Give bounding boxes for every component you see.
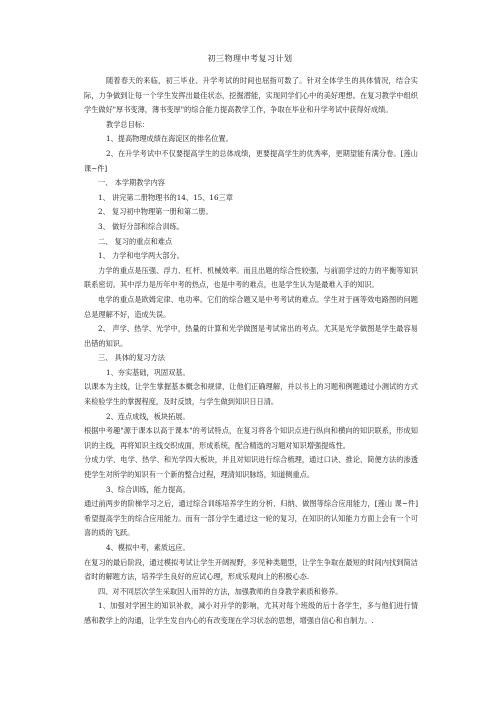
- paragraph-method-1: 以课本为主线，让学生掌握基本概念和规律，让他们正确理解，并以书上的习题和例题通过小测试的方式来检验学生的掌握程度，及时反馈，与学生做到知识日日清。: [84, 382, 418, 407]
- paragraph-goal-1: 1、提高物理成绩在海淀区的排名位置。: [106, 134, 233, 144]
- section-heading-3: 三、 具体的复习方法: [98, 353, 165, 363]
- paragraph-goal-2: 2、在升学考试中不仅要提高学生的总体成绩，更要提高学生的优秀率，更期望能有满分卷。[莲山 课~件]: [84, 148, 418, 173]
- paragraph-method-2b: 分成力学、电学、热学、和光学四大板块，并且对知识进行综合梳理，通过口诀、推论、简便方法的渗透使学生对所学的知识有一个新的整合过程，理清知识脉络，知道侧重点。: [84, 455, 418, 480]
- section-heading-4: 四、对不同层次学生采取因人而异的方法，加强教师的自身教学素质和修养。: [98, 586, 343, 596]
- list-item: 2、 复习初中物理第一册和第二册。: [98, 207, 213, 217]
- document-title: 初三物理中考复习计划: [207, 54, 293, 63]
- list-item: 1、 力学和电学两大部分。: [98, 251, 184, 261]
- paragraph-method-3: 通过前两步的阶梯学习之后，通过综合训练培养学生的分析、归纳、做图等综合应用能力，[莲山 课~件]希望提高学生的综合应用能力。而有一部分学生通过这一轮的复习，在知识的认知能力方面上会有一个可喜的质的飞跃。: [84, 499, 418, 538]
- list-item: 2、连点成线，板块拓展。: [106, 411, 190, 421]
- document-body: [84, 74, 418, 629]
- paragraph-mechanics: 力学的重点是压强、浮力、杠杆、机械效率。而且出题的综合性较强，与前面学过的力的平衡等知识联系密切。其中浮力是历年中考的热点，也是中考的难点，也是学生认为是最难入手的知识。: [84, 265, 418, 290]
- paragraph-electricity: 电学的重点是欧姆定律、电功率。它们的综合题又是中考考试的难点。学生对于画等效电路图的问题总是理解不好，造成失误。: [84, 294, 418, 319]
- paragraph-intro: 随着春天的来临，初三毕业、升学考试的时间也屈指可数了。针对全体学生的具体情况，结合实际，力争做到让每一个学生发挥出最佳状态，挖掘潜能，实现同学们心中的美好理想。在复习教学中组织学生做好"厚书变薄，薄书变厚"的综合能力提高教学工作，争取在毕业和升学考试中获得好成绩。: [84, 76, 418, 115]
- paragraph-goal-heading: 教学总目标：: [106, 119, 150, 129]
- list-item: 2、 声学、热学、光学中，热量的计算和光学做图是考试常出的考点。尤其是光学做图是学生最容易出错的知识。: [84, 324, 418, 348]
- list-item: 1、夯实基础，巩固双基。: [106, 367, 190, 377]
- list-item: 3、综合训练，能力提高。: [106, 484, 190, 494]
- list-item: 1、 讲完第二册物理书的14、15、16三章: [98, 192, 233, 202]
- paragraph-method-2: 根据中考趣"源于课本以高于课本"的考试特点，在复习将各个知识点进行纵向和横向的知识联系，形成知识的主线，再将知识主线交织成面，形成系统，配合精选的习题对知识增强提炼性。: [84, 426, 418, 450]
- paragraph-method-4: 在复习的最后阶段，通过模拟考试让学生开阔视野，多见种类题型，让学生争取在最短的时间内找到简洁省时的解题方法，培养学生良好的应试心理，形成乐观向上的积极心态.: [84, 557, 418, 582]
- list-item: 3、 做好分部和综合训练。: [98, 221, 184, 231]
- list-item: 4、模拟中考，素质远应。: [106, 543, 190, 552]
- section-heading-1: 一、 本学期教学内容: [98, 178, 165, 188]
- paragraph-section-4-1: 1、加强对学困生的知识补救，减小对升学的影响，尤其对每个班级的后十各学生，多与他们进行情感和教学上的沟通，让学生发自内心的有改变现在学习状态的思想，增强自信心和自制力。.: [84, 601, 418, 625]
- section-heading-2: 二、 复习的重点和难点: [98, 236, 173, 246]
